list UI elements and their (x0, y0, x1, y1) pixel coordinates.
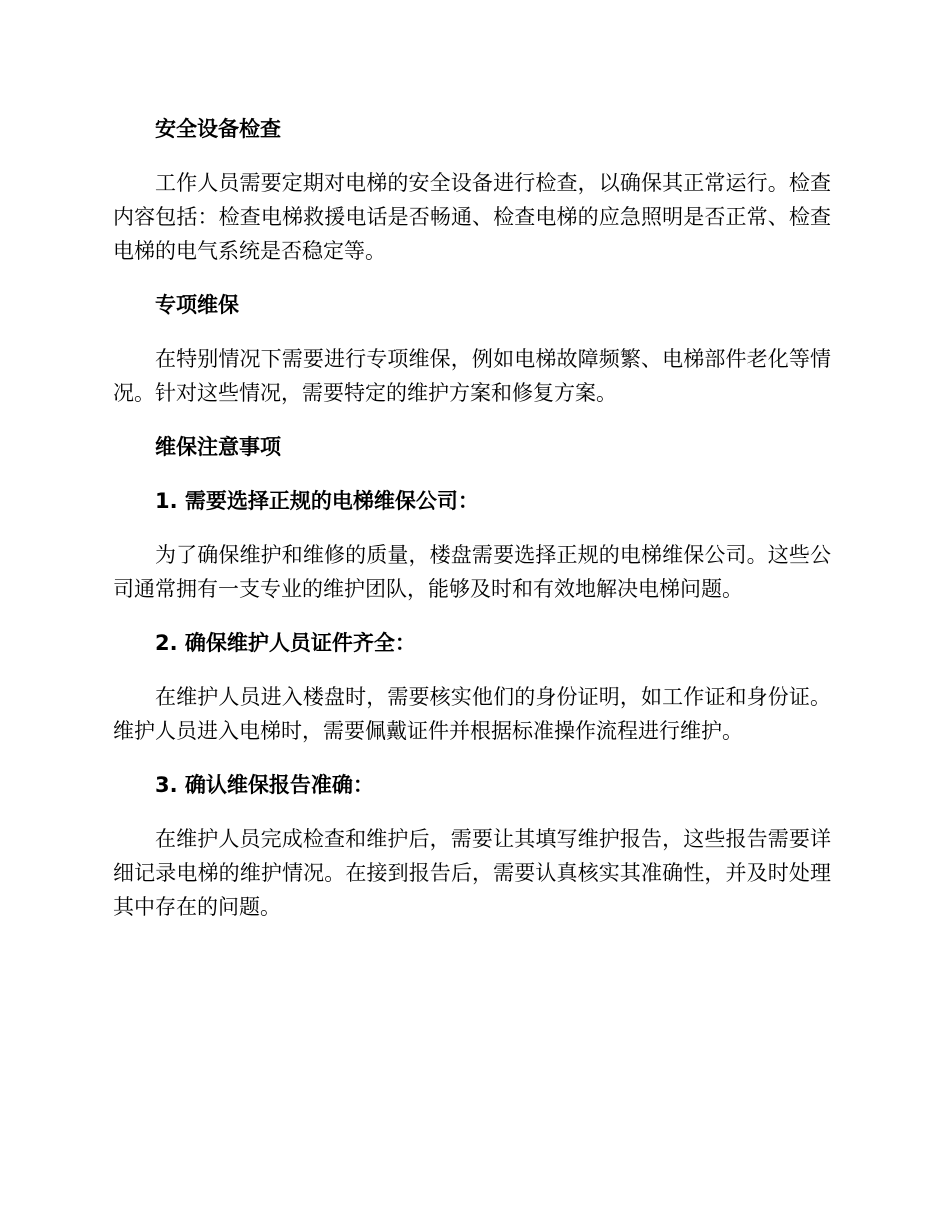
paragraph-item-3: 在维护人员完成检查和维护后，需要让其填写维护报告，这些报告需要详细记录电梯的维护情况。在接到报告后，需要认真核实其准确性，并及时处理其中存在的问题。 (113, 827, 831, 919)
paragraph-item-1: 为了确保维护和维修的质量，楼盘需要选择正规的电梯维保公司。这些公司通常拥有一支专业的维护团队，能够及时和有效地解决电梯问题。 (113, 543, 831, 601)
section-heading-maintenance-notes: 维保注意事项 (155, 435, 281, 459)
list-heading-2: 2. 确保维护人员证件齐全： (155, 631, 416, 655)
document-page (113, 112, 831, 944)
paragraph-item-2: 在维护人员进入楼盘时，需要核实他们的身份证明，如工作证和身份证。维护人员进入电梯时，需要佩戴证件并根据标准操作流程进行维护。 (113, 685, 831, 743)
paragraph-safety-check: 工作人员需要定期对电梯的安全设备进行检查，以确保其正常运行。检查内容包括：检查电梯救援电话是否畅通、检查电梯的应急照明是否正常、检查电梯的电气系统是否稳定等。 (113, 171, 831, 263)
list-heading-3: 3. 确认维保报告准确： (155, 773, 374, 797)
section-heading-special-maintenance: 专项维保 (155, 293, 239, 317)
list-heading-1: 1. 需要选择正规的电梯维保公司： (155, 489, 479, 513)
paragraph-special-maintenance: 在特别情况下需要进行专项维保，例如电梯故障频繁、电梯部件老化等情况。针对这些情况，需要特定的维护方案和修复方案。 (113, 347, 831, 405)
section-heading-safety-check: 安全设备检查 (155, 117, 281, 141)
